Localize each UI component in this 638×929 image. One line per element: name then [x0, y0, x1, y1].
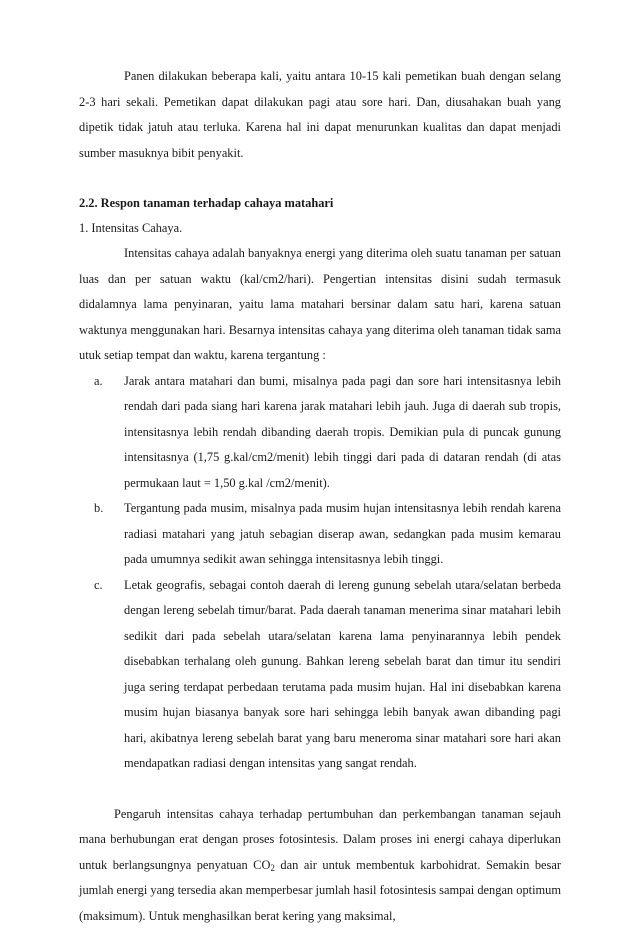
list-item-text: Tergantung pada musim, misalnya pada musim hujan intensitasnya lebih rendah karena radiasi matahari yang jatuh sebagian diserap awan, sedangkan pada musim kemarau pada umumnya sedikit awan sehingga intensitasnya lebih tinggi.	[124, 501, 561, 566]
document-page	[79, 64, 561, 929]
closing-text-part: Pengaruh intensitas cahaya terhadap pertumbuhan dan perkembangan tanaman sejauh mana berhubungan erat dengan proses fotosintesis. Dalam proses ini energi cahaya diperlukan untuk berlangsungnya penyatuan CO	[79, 807, 561, 872]
subheading: 1. Intensitas Cahaya.	[79, 216, 561, 241]
list-marker: b.	[94, 496, 103, 522]
list-marker: a.	[94, 369, 103, 395]
closing-paragraph	[79, 802, 561, 929]
list-item-text: Jarak antara matahari dan bumi, misalnya pada pagi dan sore hari intensitasnya lebih rendah dari pada siang hari karena jarak matahari lebih jauh. Juga di daerah sub tropis, intensitasnya lebih rendah dibanding daerah tropis. Demikian pula di puncak gunung intensitasnya (1,75 g.kal/cm2/menit) lebih tinggi dari pada di dataran rendah (di atas permukaan laut = 1,50 g.kal /cm2/menit).	[124, 374, 561, 490]
subscript-two: 2	[270, 863, 275, 873]
section-heading: 2.2. Respon tanaman terhadap cahaya matahari	[79, 191, 561, 216]
list-marker: c.	[94, 573, 103, 599]
closing-text-part: dan air untuk membentuk karbohidrat. Semakin besar jumlah energi yang tersedia akan memperbesar jumlah hasil fotosintesis sampai dengan optimum (maksimum). Untuk menghasilkan berat kering yang maksimal,	[79, 858, 561, 923]
list-item-text: Letak geografis, sebagai contoh daerah di lereng gunung sebelah utara/selatan berbeda dengan lereng sebelah timur/barat. Pada daerah tanaman menerima sinar matahari lebih sedikit dari pada sebelah utara/selatan karena lama penyinarannya lebih pendek disebabkan terhalang oleh gunung. Bahkan lereng sebelah barat dan timur itu sendiri juga sering terdapat perbedaan terutama pada musim hujan. Hal ini disebabkan karena musim hujan biasanya banyak sore hari sehingga lebih banyak awan dibanding pagi hari, akibatnya lereng sebelah barat yang baru meneroma sinar matahari sore hari akan mendapatkan radiasi dengan intensitas yang sangat rendah.	[124, 578, 561, 771]
definition-paragraph: Intensitas cahaya adalah banyaknya energi yang diterima oleh suatu tanaman per satuan luas dan per satuan waktu (kal/cm2/hari). Pengertian intensitas disini sudah termasuk didalamnya lama penyinaran, yaitu lama matahari bersinar dalam satu hari, karena satuan waktunya menggunakan hari. Besarnya intensitas cahaya yang diterima oleh tanaman tidak sama utuk setiap tempat dan waktu, karena tergantung :	[79, 241, 561, 369]
factor-list	[79, 369, 561, 777]
list-item	[94, 369, 561, 497]
spacer	[79, 777, 561, 802]
list-item	[94, 573, 561, 777]
list-item	[94, 496, 561, 573]
intro-paragraph: Panen dilakukan beberapa kali, yaitu antara 10-15 kali pemetikan buah dengan selang 2-3 hari sekali. Pemetikan dapat dilakukan pagi atau sore hari. Dan, diusahakan buah yang dipetik tidak jatuh atau terluka. Karena hal ini dapat menurunkan kualitas dan dapat menjadi sumber masuknya bibit penyakit.	[79, 64, 561, 166]
spacer	[79, 166, 561, 191]
